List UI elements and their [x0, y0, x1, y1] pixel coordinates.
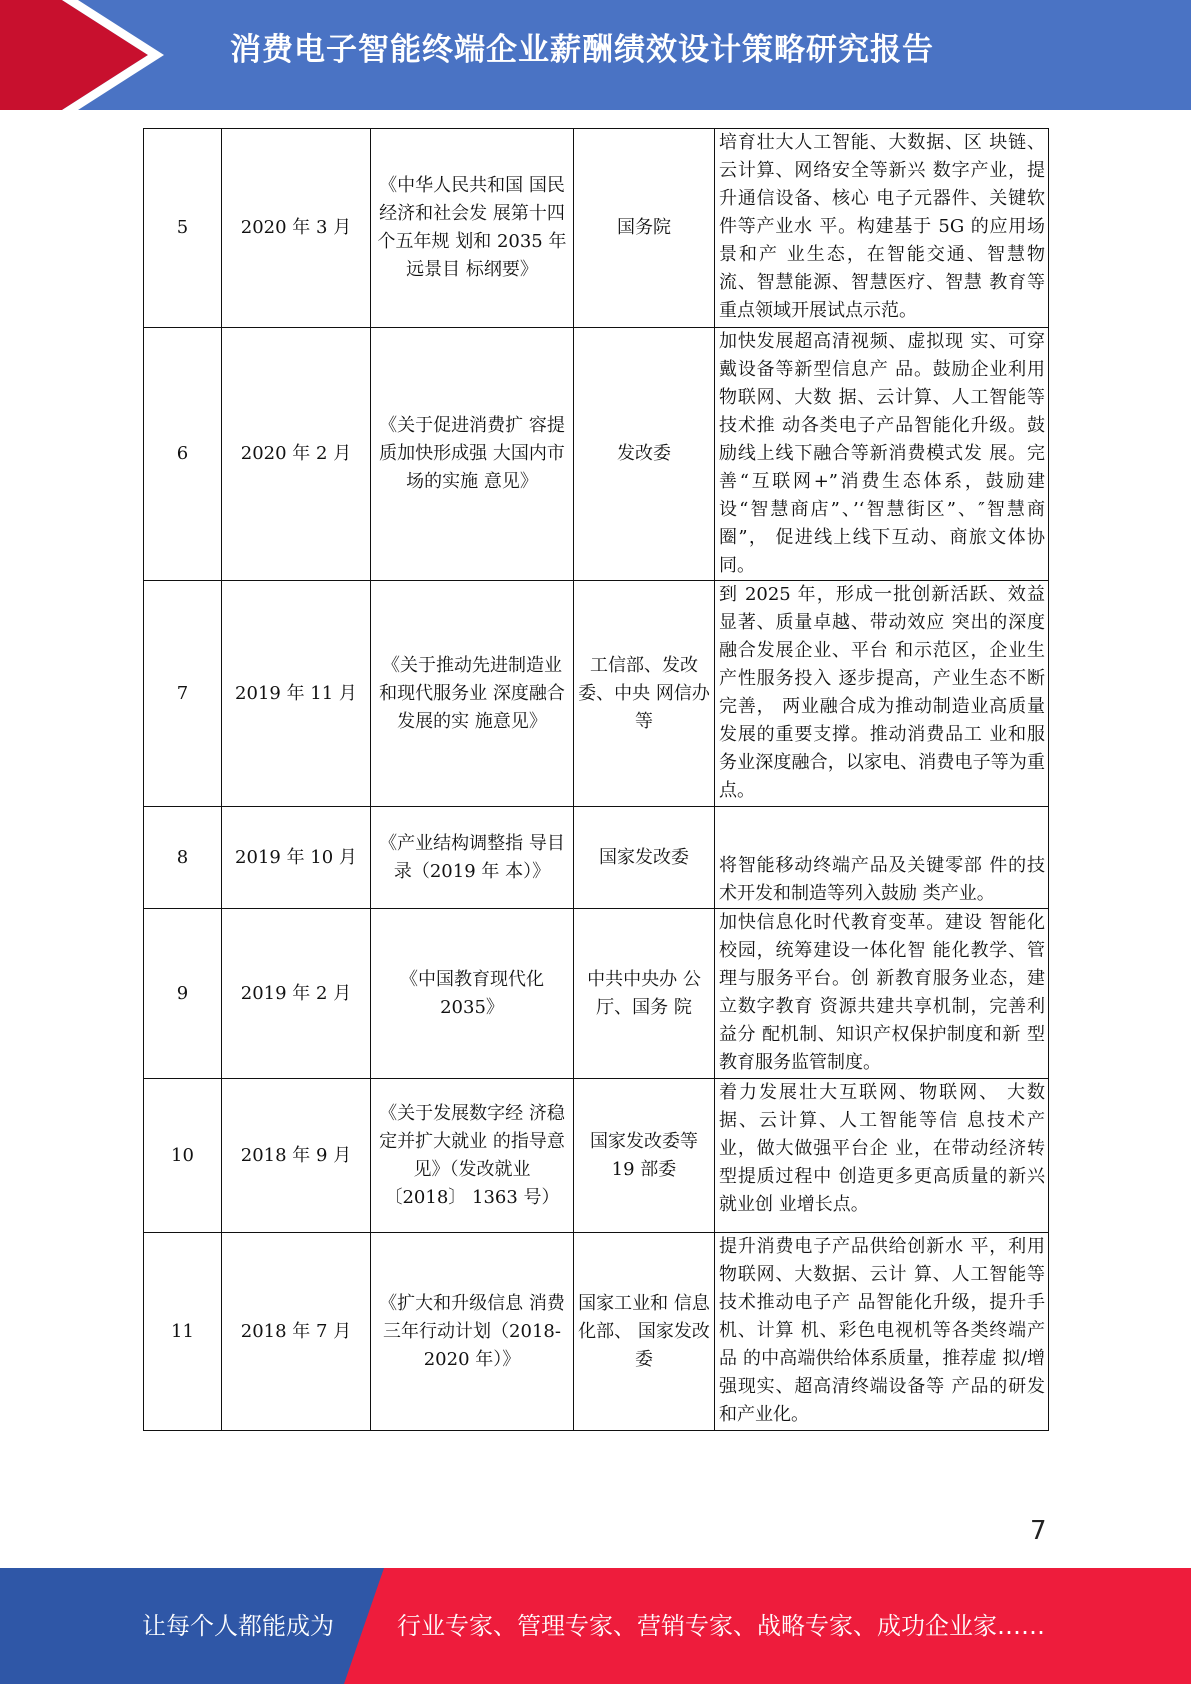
row-department: 发改委 — [574, 328, 715, 581]
policy-table-container — [143, 128, 1048, 1431]
row-policy-name: 《中华人民共和国 国民经济和社会发 展第十四个五年规 划和 2035 年远景目 标纲要》 — [371, 129, 574, 328]
row-number: 10 — [144, 1079, 222, 1233]
row-date: 2020 年 2 月 — [222, 328, 371, 581]
row-department: 国务院 — [574, 129, 715, 328]
page-footer — [0, 1568, 1191, 1684]
page-number: 7 — [1030, 1516, 1047, 1546]
policy-table — [143, 128, 1049, 1431]
row-number: 6 — [144, 328, 222, 581]
row-number: 5 — [144, 129, 222, 328]
row-content: 提升消费电子产品供给创新水 平，利用物联网、大数据、云计 算、人工智能等技术推动电子产 品智能化升级，提升手机、计算 机、彩色电视机等各类终端产品 的中高端供给体系质量，推荐虚 拟/增强现实、超高清终端设备等 产品的研发和产业化。 — [715, 1233, 1049, 1431]
row-department: 国家工业和 信息化部、 国家发改委 — [574, 1233, 715, 1431]
row-policy-name: 《扩大和升级信息 消费三年行动计划（2018-2020 年）》 — [371, 1233, 574, 1431]
row-policy-name: 《关于促进消费扩 容提质加快形成强 大国内市场的实施 意见》 — [371, 328, 574, 581]
row-policy-name: 《中国教育现代化 2035》 — [371, 909, 574, 1079]
row-date: 2020 年 3 月 — [222, 129, 371, 328]
page-header — [0, 0, 1191, 110]
table-row — [144, 807, 1049, 909]
row-content: 加快发展超高清视频、虚拟现 实、可穿戴设备等新型信息产 品。鼓励企业利用物联网、大数 据、云计算、人工智能等技术推 动各类电子产品智能化升级。鼓 励线上线下融合等新消费模式发 展。完善“互联网+”消费生态体系，鼓励建设“智慧商店”、’‘智慧街区”、″智慧商圈”， 促进线上线下互动、商旅文体协 同。 — [715, 328, 1049, 581]
row-department: 国家发改委等 19 部委 — [574, 1079, 715, 1233]
row-date: 2019 年 2 月 — [222, 909, 371, 1079]
footer-slogan-right: 行业专家、管理专家、营销专家、战略专家、成功企业家…… — [397, 1612, 1045, 1640]
row-policy-name: 《产业结构调整指 导目录（2019 年 本）》 — [371, 807, 574, 909]
row-content: 将智能移动终端产品及关键零部 件的技术开发和制造等列入鼓励 类产业。 — [715, 807, 1049, 909]
row-department: 中共中央办 公厅、国务 院 — [574, 909, 715, 1079]
row-department: 国家发改委 — [574, 807, 715, 909]
footer-slogan-left: 让每个人都能成为 — [142, 1612, 334, 1640]
row-content: 加快信息化时代教育变革。建设 智能化校园，统筹建设一体化智 能化教学、管理与服务平台。创 新教育服务业态，建立数字教育 资源共建共享机制，完善利益分 配机制、知识产权保护制度和新 型教育服务监管制度。 — [715, 909, 1049, 1079]
row-date: 2018 年 9 月 — [222, 1079, 371, 1233]
row-content: 着力发展壮大互联网、物联网、 大数据、云计算、人工智能等信 息技术产业，做大做强平台企 业，在带动经济转型提质过程中 创造更多更高质量的新兴就业创 业增长点。 — [715, 1079, 1049, 1233]
table-row — [144, 909, 1049, 1079]
row-number: 8 — [144, 807, 222, 909]
row-number: 9 — [144, 909, 222, 1079]
table-row — [144, 581, 1049, 807]
row-content: 到 2025 年，形成一批创新活跃、效益显著、质量卓越、带动效应 突出的深度融合发展企业、平台 和示范区，企业生产性服务投入 逐步提高，产业生态不断完善， 两业融合成为推动制造业高质量 发展的重要支撑。推动消费品工 业和服务业深度融合，以家电、消费电子等为重点。 — [715, 581, 1049, 807]
row-date: 2019 年 10 月 — [222, 807, 371, 909]
row-number: 11 — [144, 1233, 222, 1431]
row-policy-name: 《关于发展数字经 济稳定并扩大就业 的指导意见》（发改就业〔2018〕 1363 号） — [371, 1079, 574, 1233]
table-row — [144, 328, 1049, 581]
header-red-chevron — [0, 0, 148, 110]
row-date: 2019 年 11 月 — [222, 581, 371, 807]
table-row — [144, 129, 1049, 328]
row-department: 工信部、发改委、中央 网信办等 — [574, 581, 715, 807]
table-row — [144, 1079, 1049, 1233]
row-content: 培育壮大人工智能、大数据、区 块链、云计算、网络安全等新兴 数字产业，提升通信设备、核心 电子元器件、关键软件等产业水 平。构建基于 5G 的应用场景和产 业生态，在智能交通、智慧物 流、智慧能源、智慧医疗、智慧 教育等重点领域开展试点示范。 — [715, 129, 1049, 328]
table-row — [144, 1233, 1049, 1431]
report-title: 消费电子智能终端企业薪酬绩效设计策略研究报告 — [230, 32, 934, 68]
row-number: 7 — [144, 581, 222, 807]
row-date: 2018 年 7 月 — [222, 1233, 371, 1431]
row-policy-name: 《关于推动先进制造业和现代服务业 深度融合发展的实 施意见》 — [371, 581, 574, 807]
